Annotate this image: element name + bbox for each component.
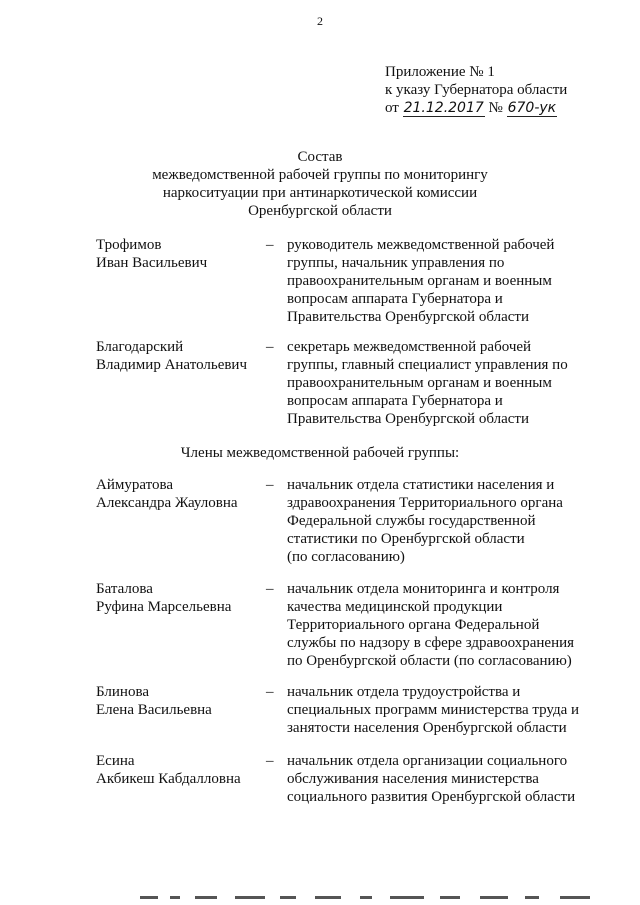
desc-line: вопросам аппарата Губернатора и	[287, 291, 503, 307]
position-description	[287, 683, 582, 737]
cut-off-text-line	[140, 893, 610, 903]
desc-line: группы, главный специалист управления по	[287, 357, 568, 373]
surname: Есина	[96, 753, 135, 769]
desc-line: правоохранительным органам и военным	[287, 375, 552, 391]
position-description	[287, 476, 582, 566]
appendix-date-line	[385, 99, 625, 117]
title-line: наркоситуации при антинаркотической комиссии	[162, 185, 478, 201]
surname: Блинова	[96, 684, 149, 700]
desc-line: (по согласованию)	[287, 549, 405, 565]
desc-line: занятости населения Оренбургской области	[287, 720, 567, 736]
members-heading: Члены межведомственной рабочей группы:	[180, 445, 460, 461]
position-description	[287, 752, 582, 806]
given-name: Елена Васильевна	[96, 702, 212, 718]
person-name	[96, 752, 266, 788]
desc-line: качества медицинской продукции	[287, 599, 503, 615]
person-name	[96, 683, 266, 719]
desc-line: Правительства Оренбургской области	[287, 411, 529, 427]
given-name: Александра Жауловна	[96, 495, 238, 511]
dash: –	[266, 477, 274, 493]
document-title	[0, 148, 640, 220]
desc-line: правоохранительным органам и военным	[287, 273, 552, 289]
title-line: межведомственной рабочей группы по мониторингу	[152, 167, 488, 183]
number-prefix: №	[488, 100, 503, 116]
desc-line: вопросам аппарата Губернатора и	[287, 393, 503, 409]
position-description	[287, 580, 582, 670]
desc-line: начальник отдела организации социального	[287, 753, 568, 769]
position-description	[287, 338, 582, 428]
page-number: 2	[317, 14, 323, 28]
date-prefix: от	[385, 100, 399, 116]
desc-line: руководитель межведомственной рабочей	[287, 237, 555, 253]
desc-line: начальник отдела трудоустройства и	[287, 684, 521, 700]
desc-line: начальник отдела статистики населения и	[287, 477, 555, 493]
desc-line: Правительства Оренбургской области	[287, 309, 529, 325]
appendix-reference: к указу Губернатора области	[385, 82, 568, 98]
desc-line: по Оренбургской области (по согласованию)	[287, 653, 572, 669]
desc-line: группы, начальник управления по	[287, 255, 505, 271]
desc-line: службы по надзору в сфере здравоохранения	[287, 635, 575, 651]
dash: –	[266, 581, 274, 597]
dash: –	[266, 684, 274, 700]
desc-line: здравоохранения Территориального органа	[287, 495, 563, 511]
desc-line: статистики по Оренбургской области	[287, 531, 525, 547]
handwritten-number: 670-ук	[507, 100, 557, 116]
given-name: Владимир Анатольевич	[96, 357, 248, 373]
surname: Трофимов	[96, 237, 162, 253]
surname: Благодарский	[96, 339, 184, 355]
surname: Баталова	[96, 581, 153, 597]
person-name	[96, 338, 266, 374]
person-name	[96, 580, 266, 616]
desc-line: начальник отдела мониторинга и контроля	[287, 581, 560, 597]
person-name	[96, 236, 266, 272]
title-line: Оренбургской области	[248, 203, 392, 219]
surname: Аймуратова	[96, 477, 174, 493]
given-name: Акбикеш Кабдалловна	[96, 771, 241, 787]
desc-line: социального развития Оренбургской области	[287, 789, 576, 805]
handwritten-date: 21.12.2017	[403, 100, 484, 116]
desc-line: секретарь межведомственной рабочей	[287, 339, 532, 355]
appendix-block	[385, 63, 625, 117]
title-line: Состав	[297, 149, 343, 165]
position-description	[287, 236, 582, 326]
given-name: Иван Васильевич	[96, 255, 208, 271]
dash: –	[266, 339, 274, 355]
given-name: Руфина Марсельевна	[96, 599, 232, 615]
dash: –	[266, 237, 274, 253]
dash: –	[266, 753, 274, 769]
desc-line: Территориального органа Федеральной	[287, 617, 540, 633]
desc-line: Федеральной службы государственной	[287, 513, 536, 529]
desc-line: обслуживания населения министерства	[287, 771, 539, 787]
desc-line: специальных программ министерства труда и	[287, 702, 580, 718]
appendix-title: Приложение № 1	[385, 64, 495, 80]
person-name	[96, 476, 266, 512]
